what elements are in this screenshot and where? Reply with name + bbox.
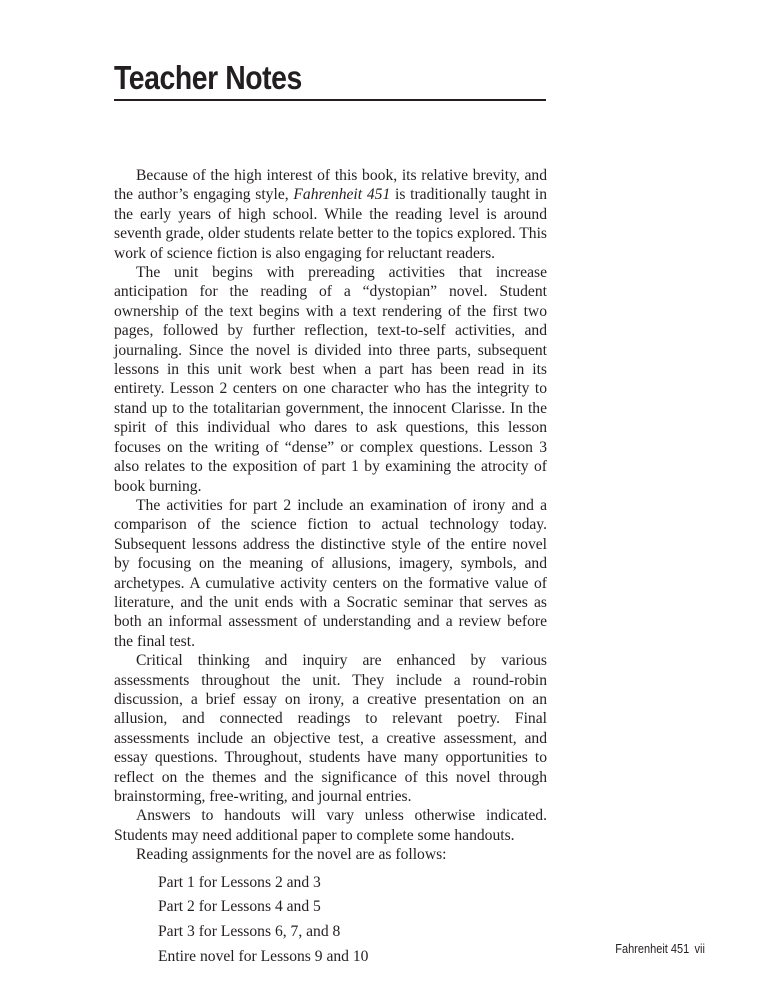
page-number: vii [694,942,705,956]
paragraph-unit-overview: The unit begins with prereading activities that increase anticipation for the reading of a “dystopian” novel. Student ownership of the text begins with a text rendering of the first two pages, followed by further reflection, text-to-self activities, and journaling. Since the novel is divided into three parts, subsequent lessons in this unit work best when a part has been read in its entirety. Lesson 2 centers on one character who has the integrity to stand up to the totalitarian government, the innocent Clarisse. In the spirit of this individual who dares to ask questions, this lesson focuses on the writing of “dense” or complex questions. Lesson 3 also relates to the exposition of part 1 by examining the atrocity of book burning. [114,264,547,495]
paragraph-intro-text-2: is traditionally taught in the early years of high school. While the reading level is around seventh grade, older students relate better to the topics explored. This work of science fiction is also engaging for reluctant readers. [114,186,547,262]
paragraph-assessments: Critical thinking and inquiry are enhanced by various assessments throughout the unit. They include a round-robin discussion, a brief essay on irony, a creative presentation on an allusion, and connected readings to relevant poetry. Final assessments include an objective test, a creative assessment, and essay questions. Throughout, students have many opportunities to reflect on the themes and the significance of this novel through brainstorming, free-writing, and journal entries. [114,652,547,805]
paragraph-reading-assignments-intro: Reading assignments for the novel are as follows: [136,846,447,864]
footer-book-title: Fahrenheit 451 [615,942,690,956]
paragraph-part-2-activities: The activities for part 2 include an examination of irony and a comparison of the science fiction to actual technology today. Subsequent lessons address the distinctive style of the entire novel by focusing on the meaning of allusions, imagery, symbols, and archetypes. A cumulative activity centers on the formative value of literature, and the unit ends with a Socratic seminar that serves as both an informal assessment of understanding and a review before the final test. [114,496,547,650]
body-text [114,166,547,972]
paragraph-intro [114,166,547,263]
list-item: Part 1 for Lessons 2 and 3 [158,873,321,891]
reading-assignments-list [158,873,547,967]
paragraph-intro-text-1: Because of the high interest of this book, its relative brevity, and the author’s engaging style, [114,167,547,204]
page-heading [114,58,546,101]
paragraph-handouts: Answers to handouts will vary unless otherwise indicated. Students may need additional paper to complete some handouts. [114,807,547,844]
title-underline-rule [114,99,546,101]
list-item: Entire novel for Lessons 9 and 10 [158,948,369,966]
page-title: Teacher Notes [114,59,302,96]
list-item: Part 3 for Lessons 6, 7, and 8 [158,923,341,941]
list-item: Part 2 for Lessons 4 and 5 [158,898,321,916]
book-title-italic: Fahrenheit 451 [293,186,391,204]
page-footer [615,942,705,956]
